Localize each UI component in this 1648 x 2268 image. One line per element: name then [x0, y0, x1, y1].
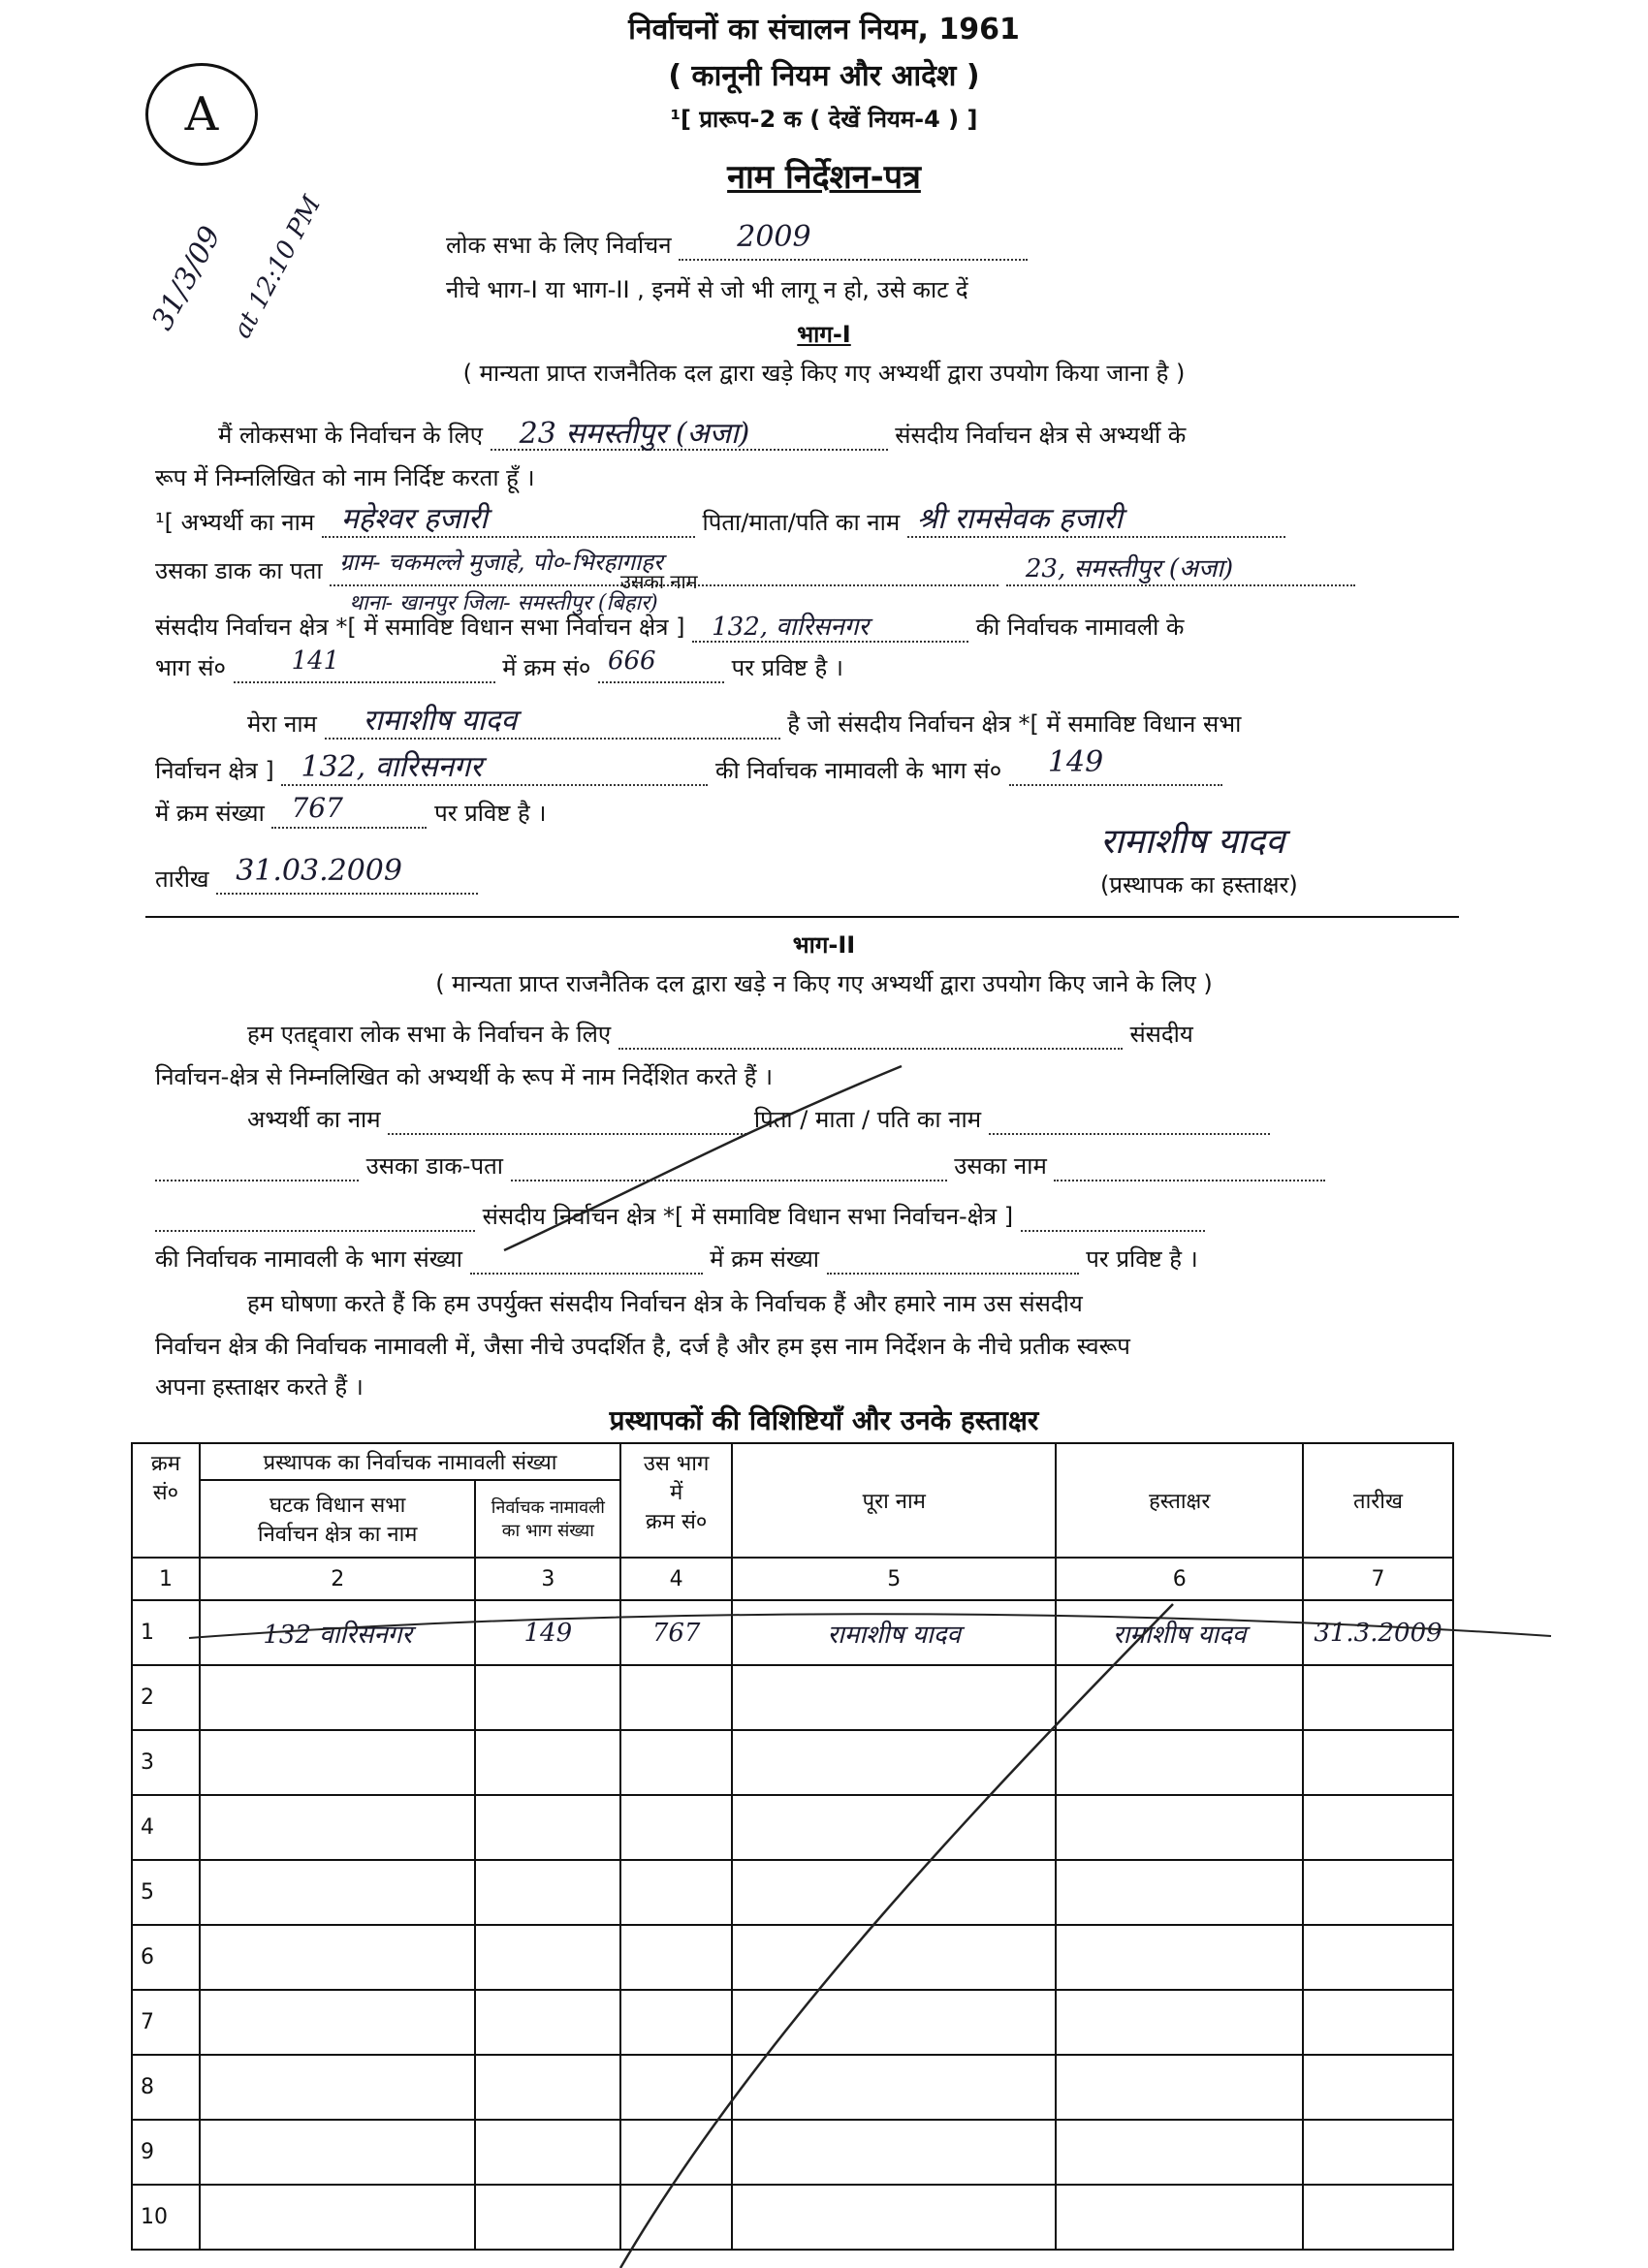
part2-constituency-label: संसदीय निर्वाचन क्षेत्र *[ में समाविष्ट विधान सभा निर्वाचन-क्षेत्र ] [482, 1203, 1014, 1230]
roll-suffix: की निर्वाचक नामावली के [975, 614, 1185, 641]
part2-entered-text: पर प्रविष्ट है । [1086, 1245, 1198, 1273]
proposer-name: रामाशीष यादव [363, 704, 518, 738]
form-reference: ¹[ प्रारूप-2 क ( देखें नियम-4 ) ] [670, 106, 978, 133]
circled-a-mark: A [145, 63, 258, 166]
prop-constituency-label: निर्वाचन क्षेत्र ] [155, 757, 274, 784]
row-serial: 5 [132, 1860, 200, 1925]
header-part-serial-line3: क्रम सं० [645, 1510, 708, 1534]
col-number: 7 [1303, 1558, 1453, 1600]
header-serial-line1: क्रम [150, 1452, 180, 1476]
row-serial: 4 [132, 1795, 200, 1860]
prop-roll-label: की निर्वाचक नामावली के भाग सं० [715, 757, 1002, 784]
header-signature: हस्ताक्षर [1056, 1443, 1303, 1558]
row-signature[interactable]: रामाशीष यादव [1056, 1600, 1303, 1665]
serial-label: में क्रम सं० [502, 654, 591, 681]
header-assembly-line2: निर्वाचन क्षेत्र का नाम [257, 1523, 418, 1547]
receipt-time-note: at 12:10 PM [228, 191, 328, 344]
part2-name-label: उसका नाम [954, 1152, 1047, 1180]
part2-serial-label: में क्रम संख्या [710, 1245, 820, 1273]
part2-parent-label: पिता / माता / पति का नाम [753, 1106, 982, 1133]
part2-candidate-label: अभ्यर्थी का नाम [247, 1106, 381, 1133]
header-serial-line2: सं० [152, 1481, 179, 1505]
entered-text: पर प्रविष्ट है । [731, 654, 844, 681]
part2-text-l1a: हम एतद्द्वारा लोक सभा के निर्वाचन के लिए [247, 1021, 612, 1048]
part1-heading: भाग-I [797, 321, 851, 348]
header-full-name: पूरा नाम [732, 1443, 1056, 1558]
declaration-line2: निर्वाचन क्षेत्र की निर्वाचक नामावली में, जैसा नीचे उपदर्शित है, दर्ज है और हम इस नाम निर्देशन के नीचे प्रतीक स्वरूप [155, 1333, 1130, 1360]
part2-subheading: ( मान्यता प्राप्त राजनैतिक दल द्वारा खड़े न किए गए अभ्यर्थी द्वारा उपयोग किए जाने के लिए ) [435, 970, 1213, 997]
row-serial: 3 [132, 1730, 200, 1795]
parent-label: पिता/माता/पति का नाम [702, 509, 901, 536]
row-full-name[interactable]: रामाशीष यादव [732, 1600, 1056, 1665]
candidate-name: महेश्वर हजारी [340, 502, 488, 536]
part2-heading: भाग-II [792, 931, 856, 959]
strike-instruction: नीचे भाग-I या भाग-II , इनमें से जो भी लागू न हो, उसे काट दें [446, 276, 968, 303]
candidate-label: ¹[ अभ्यर्थी का नाम [155, 509, 315, 536]
rules-subtitle: ( कानूनी नियम और आदेश ) [668, 59, 980, 93]
election-label: लोक सभा के लिए निर्वाचन [446, 232, 672, 259]
signature-caption: (प्रस्थापक का हस्ताक्षर) [1100, 871, 1298, 898]
part2-part-label: की निर्वाचक नामावली के भाग संख्या [155, 1245, 462, 1273]
date-label: तारीख [155, 866, 209, 893]
part2-line2: निर्वाचन-क्षेत्र से निम्नलिखित को अभ्यर्थी के रूप में नाम निर्देशित करते हैं । [155, 1063, 774, 1090]
header-roll-part-line1: निर्वाचक नामावली [491, 1497, 605, 1518]
col-number: 5 [732, 1558, 1056, 1600]
col-number: 6 [1056, 1558, 1303, 1600]
part1-line2: रूप में निम्नलिखित को नाम निर्दिष्ट करता हूँ । [155, 464, 535, 491]
header-part-serial-line1: उस भाग [643, 1452, 710, 1476]
header-roll-group: प्रस्थापक का निर्वाचक नामावली संख्या [200, 1443, 620, 1480]
declaration-line1: हम घोषणा करते हैं कि हम उपर्युक्त संसदीय निर्वाचन क्षेत्र के निर्वाचक हैं और हमारे नाम उस संसदीय [247, 1290, 1083, 1317]
address-label: उसका डाक का पता [155, 557, 323, 584]
row-roll-part[interactable]: 149 [475, 1600, 620, 1665]
prop-serial-value: 767 [291, 792, 343, 824]
header-date: तारीख [1303, 1443, 1453, 1558]
serial-no-value: 666 [607, 646, 656, 676]
row-serial: 7 [132, 1990, 200, 2055]
prop-part-value: 149 [1047, 745, 1104, 779]
header-part-serial-line2: में [670, 1481, 683, 1505]
assembly-value: 132, वारिसनगर [712, 613, 870, 642]
row-serial: 10 [132, 2185, 200, 2250]
name-label: उसका नाम [620, 570, 698, 593]
date-value: 31.03.2009 [236, 854, 402, 888]
row-part-serial[interactable]: 767 [620, 1600, 732, 1665]
proposer-label: मेरा नाम [247, 710, 317, 738]
proposer-text: है जो संसदीय निर्वाचन क्षेत्र *[ में समाविष्ट विधान सभा [787, 710, 1242, 738]
declaration-line3: अपना हस्ताक्षर करते हैं । [155, 1373, 364, 1401]
col-number: 1 [132, 1558, 200, 1600]
part1-subheading: ( मान्यता प्राप्त राजनैतिक दल द्वारा खड़े किए गए अभ्यर्थी द्वारा उपयोग किया जाना है ) [462, 360, 1186, 387]
proposer-signature: रामाशीष यादव [1100, 822, 1285, 862]
rules-title: निर्वाचनों का संचालन नियम, 1961 [628, 13, 1020, 47]
row-serial: 6 [132, 1925, 200, 1990]
row-date[interactable]: 31.3.2009 [1303, 1600, 1453, 1665]
prop-serial-label: में क्रम संख्या [155, 800, 265, 827]
col-number: 3 [475, 1558, 620, 1600]
row-assembly[interactable]: 132 वारिसनगर [200, 1600, 476, 1665]
part-label: भाग सं० [155, 654, 226, 681]
table-title: प्रस्थापकों की विशिष्टियाँ और उनके हस्ताक्षर [609, 1404, 1039, 1436]
part2-text-l1b: संसदीय [1129, 1021, 1193, 1048]
part2-address-label: उसका डाक-पता [365, 1152, 503, 1180]
row-serial: 2 [132, 1665, 200, 1730]
address-line2: थाना- खानपुर जिला- समस्तीपुर (बिहार) [349, 591, 658, 615]
receipt-date-note: 31/3/09 [145, 220, 229, 336]
row-serial: 8 [132, 2055, 200, 2120]
header-roll-part-line2: का भाग संख्या [501, 1521, 594, 1541]
row-serial: 9 [132, 2120, 200, 2185]
constituency-value: 23 समस्तीपुर (अजा) [519, 417, 750, 451]
prop-assembly-value: 132, वारिसनगर [301, 750, 483, 784]
address-line1: ग्राम- चकमल्ले मुजाहे, पो०-भिरहागाहर [339, 549, 663, 576]
part1-text-b: संसदीय निर्वाचन क्षेत्र से अभ्यर्थी के [895, 422, 1187, 449]
constituency-label: संसदीय निर्वाचन क्षेत्र *[ में समाविष्ट विधान सभा निर्वाचन क्षेत्र ] [155, 614, 685, 641]
col-number: 4 [620, 1558, 732, 1600]
prop-entered-text: पर प्रविष्ट है । [434, 800, 547, 827]
col-number: 2 [200, 1558, 476, 1600]
parent-name: श्री रामसेवक हजारी [916, 502, 1123, 536]
header-assembly-line1: घटक विधान सभा [269, 1494, 406, 1518]
name-value: 23, समस्तीपुर (अजा) [1025, 554, 1234, 583]
election-year: 2009 [737, 220, 811, 254]
part-no-value: 141 [291, 646, 340, 676]
part1-text-a: मैं लोकसभा के निर्वाचन के लिए [218, 422, 484, 449]
form-name: नाम निर्देशन-पत्र [727, 158, 921, 197]
row-serial: 1 [132, 1600, 200, 1665]
